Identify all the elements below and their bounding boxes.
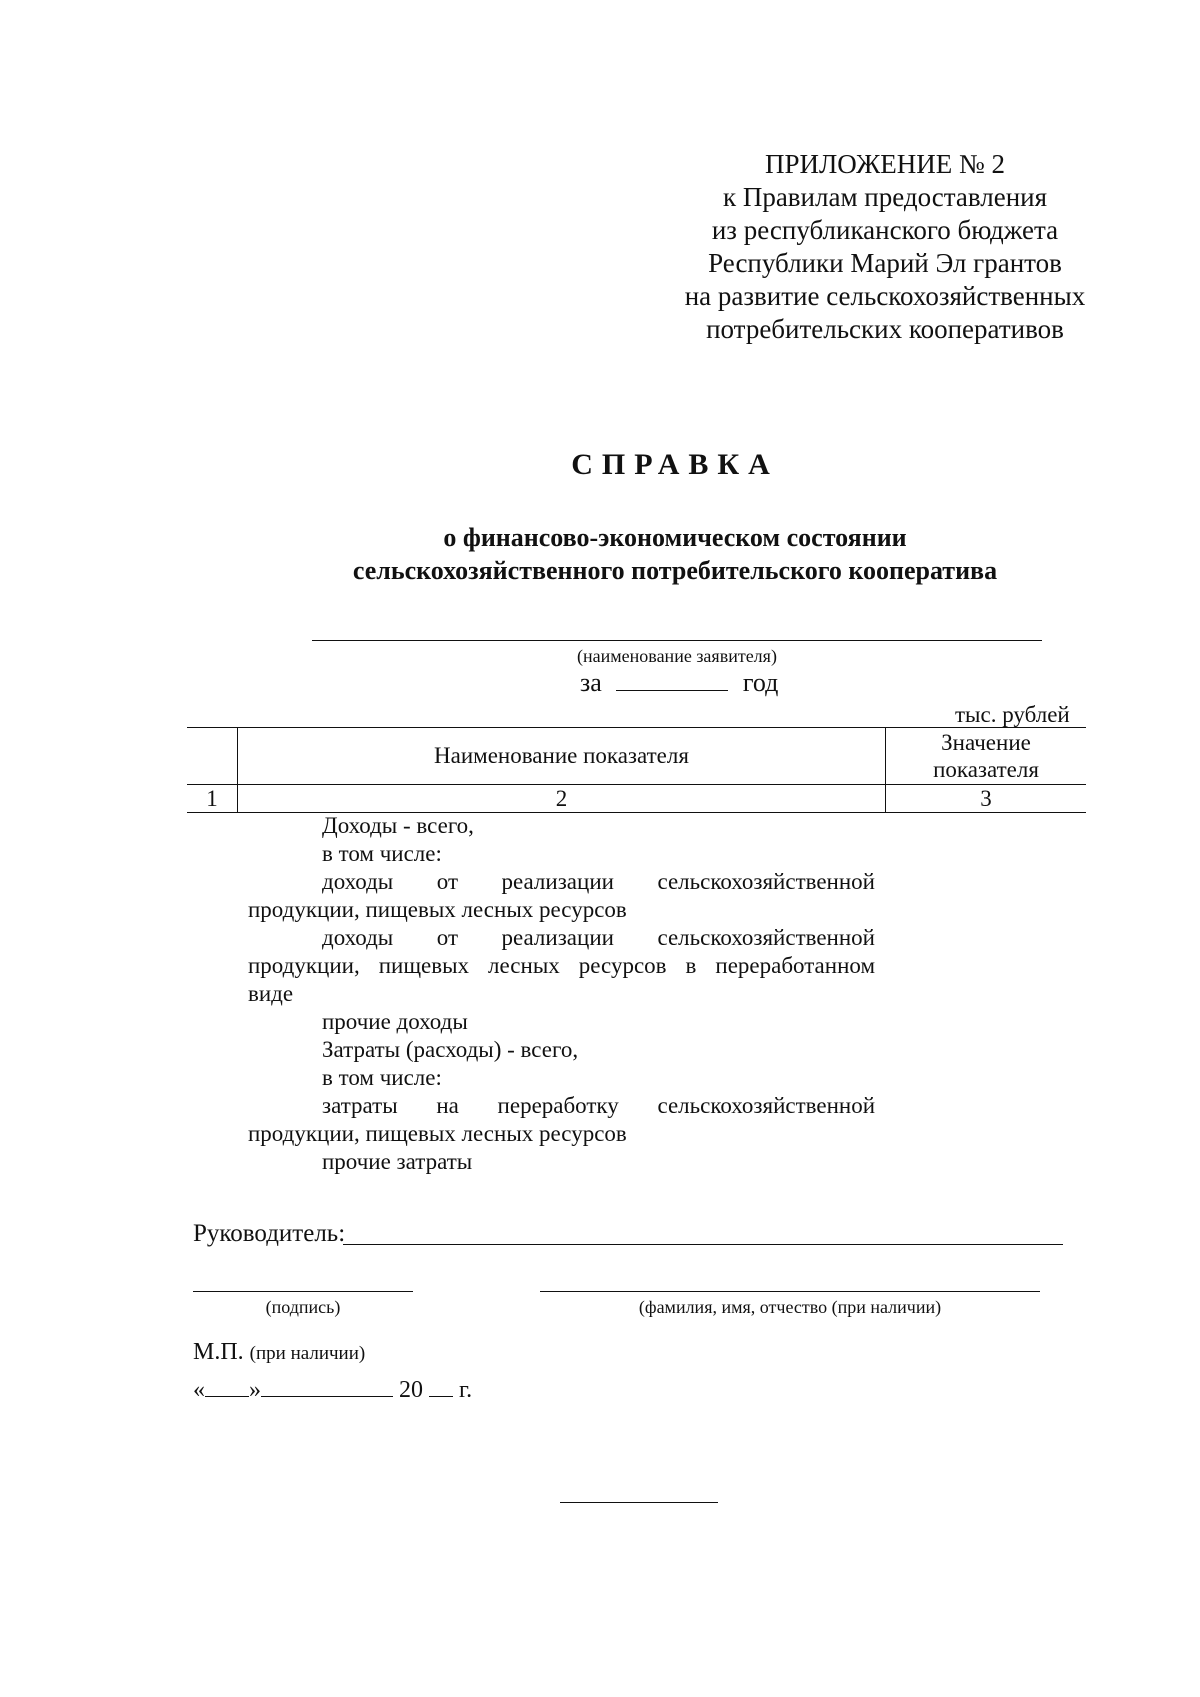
date-open-quote: « [193, 1377, 205, 1403]
col-number-3: 3 [886, 785, 1087, 813]
subtitle-line-1: о финансово-экономическом состоянии [443, 523, 907, 552]
list-item: продукции, пищевых лесных ресурсов в переработанном [248, 953, 875, 978]
seal-text: М.П. [193, 1339, 244, 1365]
units-label: тыс. рублей [955, 702, 1070, 727]
list-item: виде [248, 981, 294, 1006]
col-number-header [187, 728, 238, 785]
date-year-field[interactable] [429, 1376, 453, 1397]
date-close-quote: » [249, 1377, 261, 1403]
closing-separator [560, 1502, 718, 1503]
applicant-caption: (наименование заявителя) [577, 646, 777, 666]
period-line [580, 668, 778, 698]
list-item: продукции, пищевых лесных ресурсов [248, 1121, 627, 1146]
col-name-header: Наименование показателя [238, 728, 886, 785]
document-subtitle [300, 521, 1050, 587]
signature-field[interactable] [193, 1291, 413, 1292]
date-suffix: г. [459, 1377, 473, 1403]
col-value-header-line2: показателя [933, 757, 1039, 782]
list-item: прочие затраты [322, 1149, 473, 1174]
indicator-list [248, 812, 875, 1176]
appendix-line: из республиканского бюджета [711, 215, 1059, 245]
date-year-prefix: 20 [399, 1377, 423, 1403]
list-item: Затраты (расходы) - всего, [322, 1037, 579, 1062]
list-item: доходы от реализации сельскохозяйственной [322, 869, 875, 894]
list-item: в том числе: [322, 1065, 442, 1090]
appendix-header [640, 148, 1130, 346]
appendix-line: к Правилам предоставления [722, 182, 1048, 212]
period-prefix: за [580, 668, 602, 697]
period-suffix: год [742, 668, 779, 697]
seal-note: (при наличии) [249, 1343, 366, 1364]
col-number-1: 1 [187, 785, 238, 813]
list-item: в том числе: [322, 841, 442, 866]
appendix-line: на развитие сельскохозяйственных [684, 281, 1086, 311]
head-label: Руководитель: [193, 1220, 346, 1247]
col-value-header [886, 728, 1087, 785]
col-number-2: 2 [238, 785, 886, 813]
list-item: прочие доходы [322, 1009, 468, 1034]
full-name-field[interactable] [540, 1291, 1040, 1292]
indicators-table [187, 727, 1086, 813]
appendix-line: Республики Марий Эл грантов [708, 248, 1062, 278]
subtitle-line-2: сельскохозяйственного потребительского кооператива [352, 556, 998, 585]
date-line [193, 1376, 472, 1404]
signature-caption: (подпись) [265, 1297, 341, 1317]
list-item: затраты на переработку сельскохозяйственной [322, 1093, 875, 1118]
list-item: доходы от реализации сельскохозяйственной [322, 925, 875, 950]
applicant-name-field[interactable] [312, 640, 1042, 641]
appendix-line: потребительских кооперативов [706, 314, 1064, 344]
document-title: СПРАВКА [571, 448, 779, 481]
full-name-caption: (фамилия, имя, отчество (при наличии) [638, 1297, 942, 1317]
date-day-field[interactable] [205, 1376, 249, 1397]
list-item: Доходы - всего, [322, 813, 474, 838]
period-year-field[interactable] [616, 668, 728, 691]
list-item: продукции, пищевых лесных ресурсов [248, 897, 627, 922]
seal-label [193, 1339, 365, 1366]
col-value-header-line1: Значение [941, 730, 1031, 755]
head-name-field[interactable] [343, 1244, 1063, 1245]
date-month-field[interactable] [261, 1376, 393, 1397]
appendix-line: ПРИЛОЖЕНИЕ № 2 [764, 149, 1006, 179]
